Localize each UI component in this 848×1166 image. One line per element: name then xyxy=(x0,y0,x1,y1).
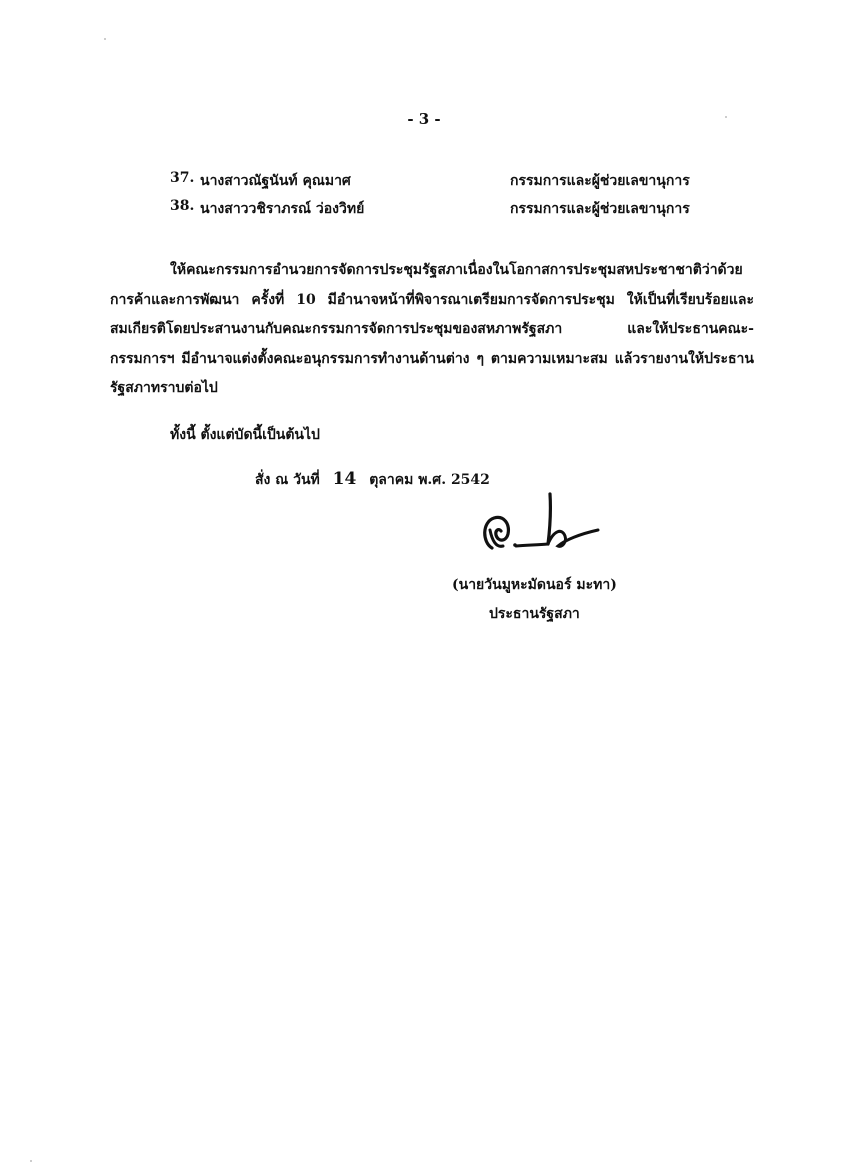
member-role: กรรมการและผู้ช่วยเลขานุการ xyxy=(510,201,690,217)
member-role: กรรมการและผู้ช่วยเลขานุการ xyxy=(510,173,690,189)
scan-speck xyxy=(725,116,727,118)
paragraph-line: สมเกียรติโดยประสานงานกับคณะกรรมการจัดการประชุมของสหภาพรัฐสภา และให้ประธานคณะ- xyxy=(110,321,754,337)
member-number: 38. xyxy=(170,198,195,214)
member-name: นางสาววชิราภรณ์ ว่องวิทย์ xyxy=(200,201,365,217)
order-date xyxy=(255,469,490,491)
order-date-suffix: ตุลาคม พ.ศ. 2542 xyxy=(369,472,490,488)
paragraph-line: กรรมการฯ มีอำนาจแต่งตั้งคณะอนุกรรมการทำงานด้านต่าง ๆ ตามความเหมาะสม แล้วรายงานให้ประธาน xyxy=(110,350,754,367)
handwritten-signature xyxy=(470,490,610,560)
member-row-38 xyxy=(170,198,730,222)
paragraph-line: การค้าและการพัฒนา ครั้งที่ 10 มีอำนาจหน้าที่พิจารณาเตรียมการจัดการประชุม ให้เป็นที่เรียบร้อยและ xyxy=(110,291,754,308)
effective-statement: ทั้งนี้ ตั้งแต่บัดนี้เป็นต้นไป xyxy=(170,427,320,443)
paragraph-line: ให้คณะกรรมการอำนวยการจัดการประชุมรัฐสภาเนื่องในโอกาสการประชุมสหประชาชาติว่าด้วย xyxy=(170,262,743,278)
member-row-37 xyxy=(170,170,730,194)
order-date-day: 14 xyxy=(332,469,357,489)
scan-speck xyxy=(30,1160,32,1162)
signer-name: (นายวันมูหะมัดนอร์ มะทา) xyxy=(452,577,617,593)
member-number: 37. xyxy=(170,170,195,186)
order-paragraph xyxy=(110,256,754,404)
order-date-prefix: สั่ง ณ วันที่ xyxy=(255,472,320,488)
paragraph-line: รัฐสภาทราบต่อไป xyxy=(110,380,218,396)
page-number: - 3 - xyxy=(407,110,441,128)
scan-speck xyxy=(104,38,106,40)
signer-title: ประธานรัฐสภา xyxy=(489,606,580,622)
member-name: นางสาวณัฐนันท์ คุณมาศ xyxy=(200,173,351,189)
